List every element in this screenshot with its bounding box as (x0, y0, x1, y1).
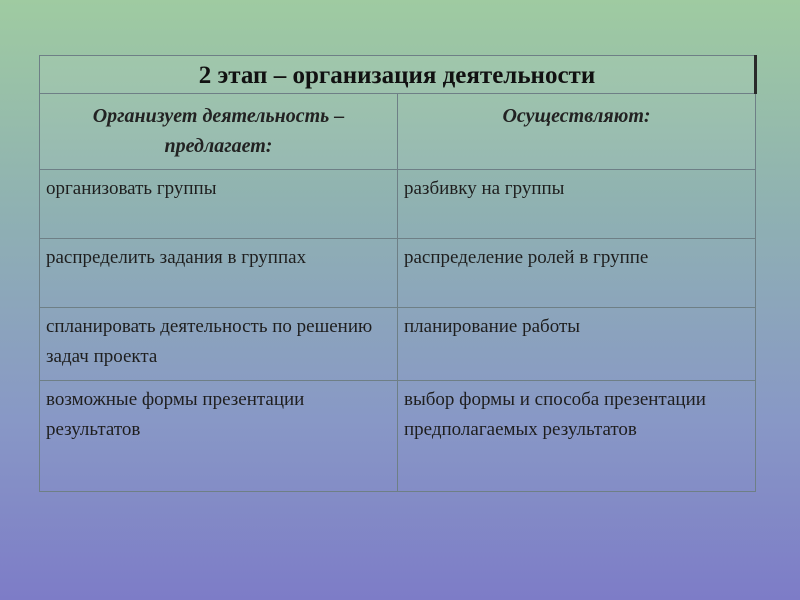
header-row (40, 94, 756, 170)
header-perform: Осуществляют: (398, 94, 756, 170)
table-row (40, 170, 756, 239)
cell-right: выбор формы и способа презентации предполагаемых результатов (398, 381, 756, 492)
table-row (40, 308, 756, 381)
title-row (40, 56, 756, 94)
cell-right: разбивку на группы (398, 170, 756, 239)
table-row (40, 381, 756, 492)
cell-right: распределение ролей в группе (398, 239, 756, 308)
cell-left: спланировать деятельность по решению задач проекта (40, 308, 398, 381)
cell-left: организовать группы (40, 170, 398, 239)
stage-table (39, 55, 757, 492)
header-organizes: Организует деятельность – предлагает: (40, 94, 398, 170)
table-row (40, 239, 756, 308)
cell-right: планирование работы (398, 308, 756, 381)
cell-left: распределить задания в группах (40, 239, 398, 308)
cell-left: возможные формы презентации результатов (40, 381, 398, 492)
table-title: 2 этап – организация деятельности (40, 56, 756, 94)
